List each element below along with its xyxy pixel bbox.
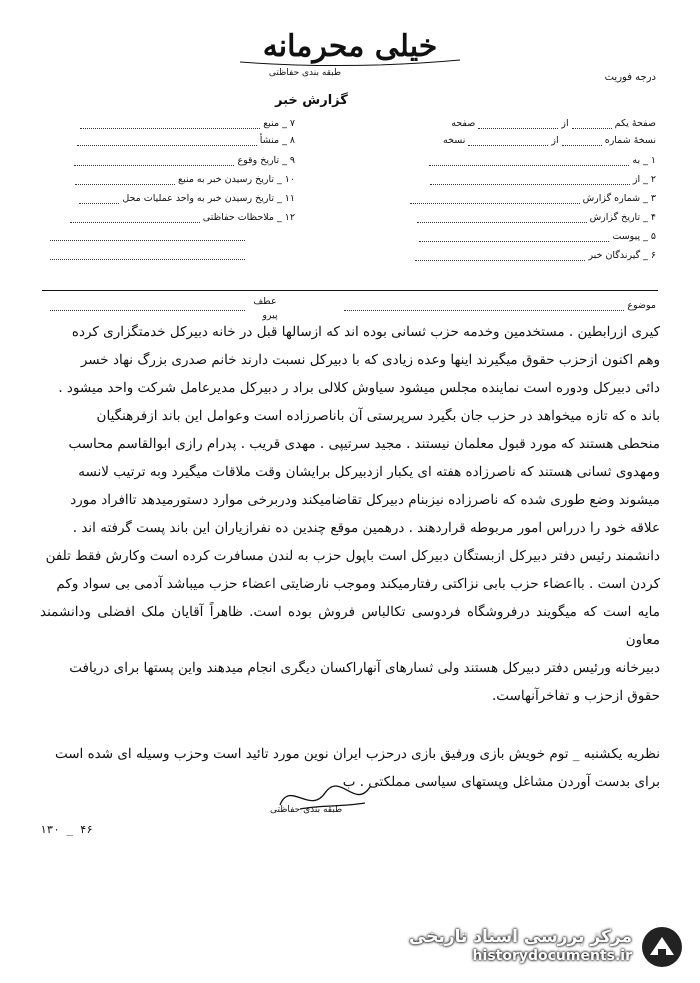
header-divider [42,290,658,291]
field-recipients: ۶ _ گیرندگان خبر [376,250,656,264]
signature [270,775,390,825]
body-line: حقوق ازحزب و تفاخرآنهاست. [492,688,660,704]
field-page: صفحهٔ یکم از صفحه [451,118,656,129]
field-report-date: ۴ _ تاریخ گزارش [376,212,656,226]
classification-stamp [220,4,480,76]
page-number: ۱۳۰ _ ۴۶ [40,823,93,836]
subject-field: موضوع [326,300,656,311]
footer-classification-label: طبقه بندی حفاظتی [270,805,343,815]
priority-label: درجه فوریت [604,72,656,83]
body-line: دبیرخانه ورئیس دفتر دبیرکل هستند ولی ثسارهای آنهاراکسان دیگری انجام میدهند واین پستها برای دریافت [69,660,660,676]
body-line: کردن است . بااعضاء حزب بابی نزاکتی رفتارمیکند وموجب نارضایتی اعضاء حزب میباشد آدمی بی سواد وکم [56,576,660,592]
body-line: دانشمند رئیس دفتر دبیرکل ازبستگان دبیرکل است باپول حزب به لندن مسافرت کرده است وکارش فقط تلفن [45,548,660,564]
stamp-title: خیلی محرمانه [262,29,438,64]
field-to: ۱ _ به [376,155,656,169]
field-source-received-date: ۱۰ _ تاریخ رسیدن خبر به منبع [50,174,295,188]
opinion-line: برای بدست آوردن مشاغل وپستهای سیاسی مملکتی . ب [342,774,660,790]
field-copy-number: نسخهٔ شماره از نسخه [443,135,656,146]
stamp-graphic [220,4,480,76]
body-line: علاقه خود را درراس امور مربوطه قراردهند . درهمین موقع چندین ده نفرازیاران این باند پست گرفته اند . [72,520,660,536]
archive-logo-icon [640,925,684,969]
report-title: گزارش خبر [275,93,348,108]
reference-label: عطف [253,296,277,307]
body-line: منحطی هستند که مورد قبول معلمان نیستند . مجید سرتیپی . مهدی قریب . پدرام رازی ابوالقاسم محاسب [68,436,660,452]
watermark-url: historydocuments.ir [472,948,632,964]
watermark [394,925,684,969]
blank-line [50,259,245,260]
body-line: کیری ازرابطین . مستخدمین وخدمه حزب ثسانی بوده اند که ازسالها قبل در خانه دبیرکل خدمتگزاری کرده [71,324,660,340]
field-occurrence-date: ۹ _ تاریخ وقوع [50,155,295,169]
field-attachment: ۵ _ پیوست [376,231,656,245]
reference-line [50,310,245,311]
watermark-title: مرکز بررسی اسناد تاریخی [409,927,632,947]
field-unit-received-date: ۱۱ _ تاریخ رسیدن خبر به واحد عملیات محل [50,193,295,207]
field-protective-notes: ۱۲ _ ملاحظات حفاظتی [50,212,295,226]
field-from: ۲ _ از [376,174,656,188]
blank-line [50,240,245,241]
report-body [40,318,660,710]
body-line: میشوند وضع طوری شده که ناصرزاده نیزبنام دبیرکل تقاضامیکند ودربرخی موارد دستورمیدهد تاافراد مورد [70,492,660,508]
field-source: ۷ _ منبع [50,118,295,132]
body-line: وهم اکنون ازحزب حقوق میگیرند اینها وعده زیادی که با دبیرکل نسبت دارند خانم صدری بزرگ نهاد خسر [80,352,660,368]
body-line: مایه است که میگویند درفروشگاه فردوسی تکالباس فروش بوده است. ظاهراً آقایان ملک افضلی ودانشمند معاون [40,604,660,648]
signature-scribble [270,775,390,825]
body-line: ومهدوی ثسانی هستند که ناصرزاده هفته ای یکبار ازدبیرکل برایشان وقت ملاقات میگیرد وبه ترتیب لانسه [78,464,660,480]
body-line: دائی دبیرکل ودوره است نماینده مجلس میشود سیاوش کلالی براد ر دبیرکل مدیرعامل شرکت واحد میشود . [58,380,660,396]
reference-sub-label: پیرو [262,310,278,321]
field-origin: ۸ _ منشأ [50,135,295,149]
opinion-line: نظریه یکشنبه _ توم خویش بازی ورفیق بازی درحزب ایران نوین مورد تائید است وحزب وسیله ای شده است [54,746,660,762]
body-line: باند ه که تازه میخواهد در حزب جان بگیرد سرپرستی آن باناصرزاده است وعوامل این باند ازفرهنگیان [96,408,660,424]
classification-label: طبقه بندی حفاظتی [268,68,342,78]
field-report-number: ۳ _ شماره گزارش [376,193,656,207]
